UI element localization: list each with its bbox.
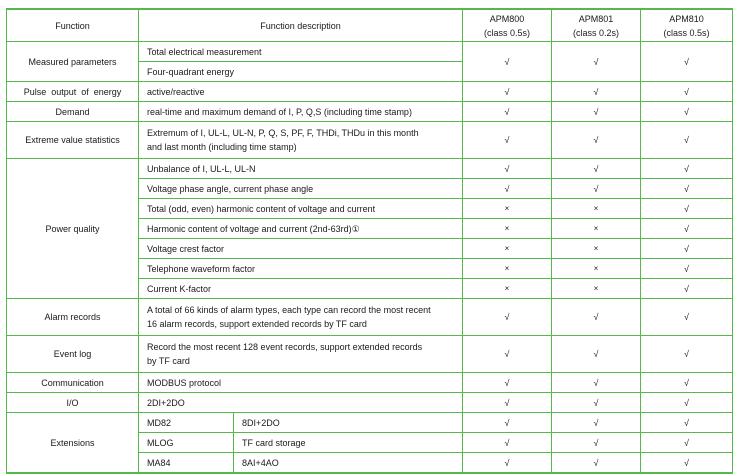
check-mark: √ (641, 453, 733, 474)
table-row (7, 122, 733, 159)
table-row (7, 393, 733, 413)
header-description: Function description (139, 9, 463, 42)
cross-mark: × (552, 239, 641, 259)
check-mark: √ (463, 433, 552, 453)
table-row (7, 299, 733, 336)
header-function: Function (7, 9, 139, 42)
check-mark: √ (463, 159, 552, 179)
function-label: Power quality (7, 159, 139, 299)
function-label: Demand (7, 102, 139, 122)
cross-mark: × (463, 199, 552, 219)
check-mark: √ (641, 199, 733, 219)
extension-description: 8AI+4AO (234, 453, 463, 474)
check-mark: √ (552, 373, 641, 393)
function-comparison-table (6, 8, 733, 474)
function-description: Total electrical measurement (139, 42, 463, 62)
check-mark: √ (463, 299, 552, 336)
function-description: Four-quadrant energy (139, 62, 463, 82)
check-mark: √ (641, 433, 733, 453)
check-mark: √ (552, 336, 641, 373)
check-mark: √ (463, 42, 552, 82)
function-label: Extensions (7, 413, 139, 474)
function-description: Current K-factor (139, 279, 463, 299)
header-apm810: APM810 (class 0.5s) (641, 9, 733, 42)
extension-description: TF card storage (234, 433, 463, 453)
check-mark: √ (552, 413, 641, 433)
check-mark: √ (641, 82, 733, 102)
function-label: Extreme value statistics (7, 122, 139, 159)
extension-module: MA84 (139, 453, 234, 474)
function-description: real-time and maximum demand of I, P, Q,S (including time stamp) (139, 102, 463, 122)
check-mark: √ (641, 393, 733, 413)
function-description: Record the most recent 128 event records, support extended records by TF card (139, 336, 463, 373)
function-label: Pulse output of energy (7, 82, 139, 102)
function-description: Voltage phase angle, current phase angle (139, 179, 463, 199)
check-mark: √ (641, 219, 733, 239)
check-mark: √ (552, 453, 641, 474)
cross-mark: × (463, 279, 552, 299)
extension-description: 8DI+2DO (234, 413, 463, 433)
function-label: Communication (7, 373, 139, 393)
header-row (7, 9, 733, 42)
function-description: 2DI+2DO (139, 393, 463, 413)
check-mark: √ (641, 413, 733, 433)
check-mark: √ (463, 122, 552, 159)
check-mark: √ (463, 453, 552, 474)
check-mark: √ (552, 393, 641, 413)
function-label: I/O (7, 393, 139, 413)
cross-mark: × (552, 259, 641, 279)
check-mark: √ (641, 336, 733, 373)
check-mark: √ (552, 179, 641, 199)
check-mark: √ (641, 122, 733, 159)
check-mark: √ (552, 159, 641, 179)
check-mark: √ (552, 42, 641, 82)
function-description: Unbalance of I, UL-L, UL-N (139, 159, 463, 179)
check-mark: √ (552, 299, 641, 336)
function-description: Extremum of I, UL-L, UL-N, P, Q, S, PF, F, THDi, THDu in this month and last month (including time stamp) (139, 122, 463, 159)
table-row (7, 42, 733, 62)
function-description: Total (odd, even) harmonic content of voltage and current (139, 199, 463, 219)
check-mark: √ (552, 433, 641, 453)
table-row (7, 159, 733, 179)
check-mark: √ (552, 102, 641, 122)
table-row (7, 82, 733, 102)
check-mark: √ (463, 336, 552, 373)
check-mark: √ (552, 82, 641, 102)
check-mark: √ (641, 299, 733, 336)
header-apm800: APM800 (class 0.5s) (463, 9, 552, 42)
function-description: Voltage crest factor (139, 239, 463, 259)
cross-mark: × (463, 259, 552, 279)
check-mark: √ (463, 393, 552, 413)
extension-module: MD82 (139, 413, 234, 433)
function-label: Alarm records (7, 299, 139, 336)
cross-mark: × (463, 239, 552, 259)
check-mark: √ (641, 179, 733, 199)
function-description: active/reactive (139, 82, 463, 102)
check-mark: √ (641, 259, 733, 279)
cross-mark: × (552, 279, 641, 299)
table-row (7, 102, 733, 122)
check-mark: √ (463, 413, 552, 433)
function-description: Telephone waveform factor (139, 259, 463, 279)
check-mark: √ (641, 279, 733, 299)
check-mark: √ (641, 159, 733, 179)
extension-module: MLOG (139, 433, 234, 453)
table-row (7, 336, 733, 373)
function-label: Event log (7, 336, 139, 373)
check-mark: √ (552, 122, 641, 159)
check-mark: √ (463, 102, 552, 122)
check-mark: √ (641, 373, 733, 393)
table-row (7, 413, 733, 433)
cross-mark: × (463, 219, 552, 239)
header-apm801: APM801 (class 0.2s) (552, 9, 641, 42)
function-description: A total of 66 kinds of alarm types, each type can record the most recent 16 alarm records, support extended records by TF card (139, 299, 463, 336)
function-description: Harmonic content of voltage and current (2nd-63rd)① (139, 219, 463, 239)
table-row (7, 373, 733, 393)
cross-mark: × (552, 219, 641, 239)
function-label: Measured parameters (7, 42, 139, 82)
function-description: MODBUS protocol (139, 373, 463, 393)
check-mark: √ (641, 102, 733, 122)
check-mark: √ (641, 42, 733, 82)
cross-mark: × (552, 199, 641, 219)
check-mark: √ (463, 82, 552, 102)
check-mark: √ (463, 179, 552, 199)
check-mark: √ (641, 239, 733, 259)
check-mark: √ (463, 373, 552, 393)
